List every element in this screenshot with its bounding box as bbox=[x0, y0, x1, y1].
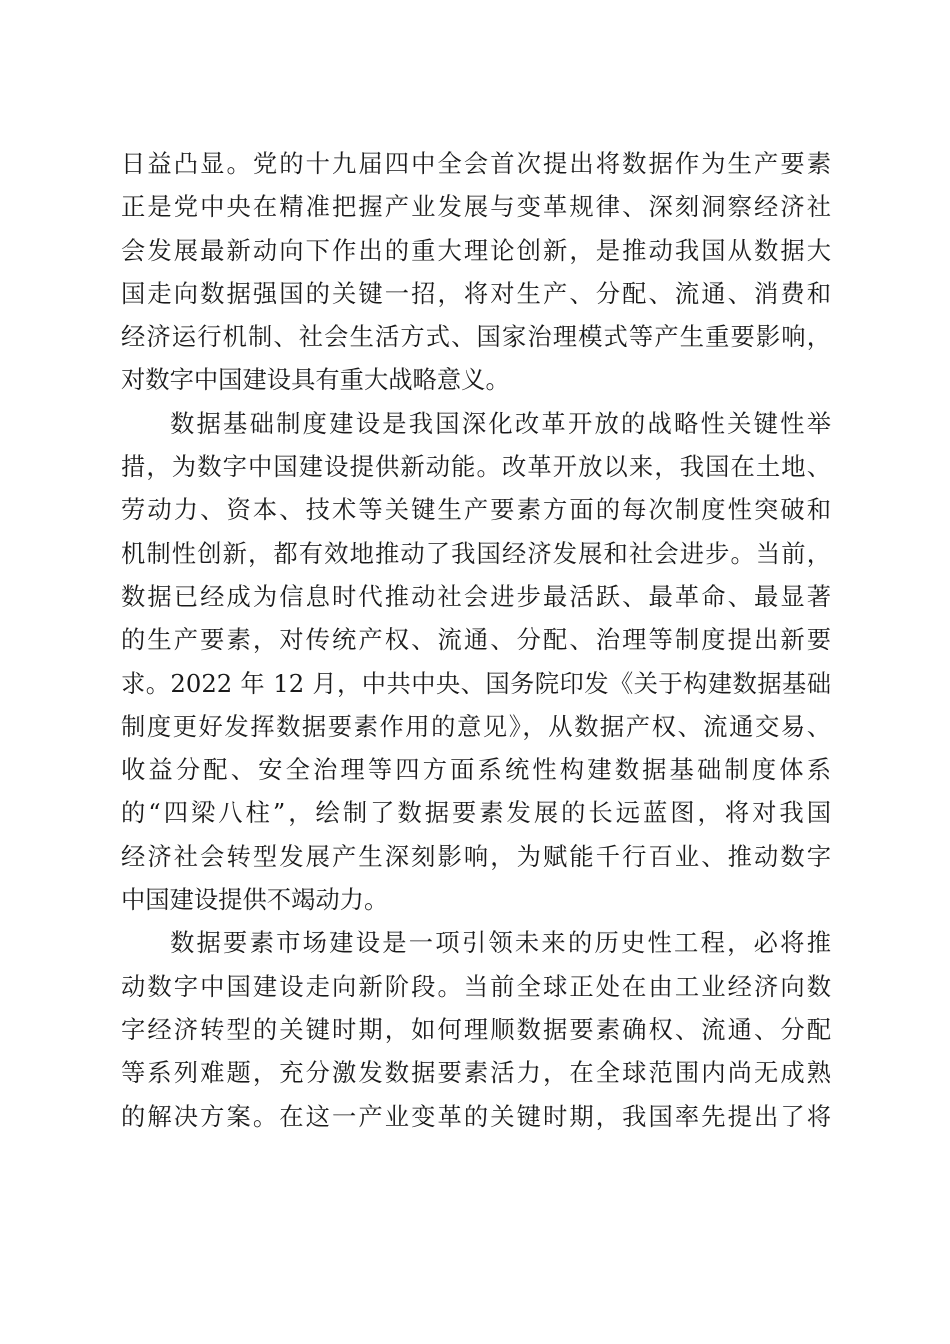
text-line: 正是党中央在精准把握产业发展与变革规律、深刻洞察经济社 bbox=[121, 192, 831, 222]
body-text bbox=[121, 142, 831, 1138]
text-line: 字经济转型的关键时期，如何理顺数据要素确权、流通、分配 bbox=[121, 1014, 831, 1044]
text-line: 数据基础制度建设是我国深化改革开放的战略性关键性举 bbox=[170, 408, 831, 438]
text-line: 的生产要素，对传统产权、流通、分配、治理等制度提出新要 bbox=[121, 625, 831, 655]
text-line: 中国建设提供不竭动力。 bbox=[121, 885, 389, 915]
text-line: 机制性创新，都有效地推动了我国经济发展和社会进步。当前， bbox=[121, 538, 831, 568]
text-line: 措，为数字中国建设提供新动能。改革开放以来，我国在土地、 bbox=[121, 452, 831, 482]
text-line: 收益分配、安全治理等四方面系统性构建数据基础制度体系 bbox=[121, 755, 831, 785]
text-line: 对数字中国建设具有重大战略意义。 bbox=[121, 365, 510, 395]
text-line: 劳动力、资本、技术等关键生产要素方面的每次制度性突破和 bbox=[121, 495, 831, 525]
text-line: 会发展最新动向下作出的重大理论创新，是推动我国从数据大 bbox=[121, 235, 831, 265]
text-line: 数据要素市场建设是一项引领未来的历史性工程，必将推 bbox=[170, 928, 831, 958]
text-line: 制度更好发挥数据要素作用的意见》，从数据产权、流通交易、 bbox=[121, 711, 831, 741]
text-line: 动数字中国建设走向新阶段。当前全球正处在由工业经济向数 bbox=[121, 971, 831, 1001]
text-line: 日益凸显。党的十九届四中全会首次提出将数据作为生产要素 bbox=[121, 149, 831, 178]
text-line: 数据已经成为信息时代推动社会进步最活跃、最革命、最显著 bbox=[121, 581, 831, 611]
text-line: 等系列难题，充分激发数据要素活力，在全球范围内尚无成熟 bbox=[121, 1058, 831, 1088]
text-line: 的解决方案。在这一产业变革的关键时期，我国率先提出了将 bbox=[121, 1101, 831, 1131]
text-line: 国走向数据强国的关键一招，将对生产、分配、流通、消费和 bbox=[121, 278, 831, 308]
text-line: 经济运行机制、社会生活方式、国家治理模式等产生重要影响， bbox=[121, 322, 831, 352]
text-line: 的“四梁八柱”，绘制了数据要素发展的长远蓝图，将对我国 bbox=[121, 798, 831, 828]
text-line: 经济社会转型发展产生深刻影响，为赋能千行百业、推动数字 bbox=[121, 841, 831, 871]
text-line: 求。2022 年 12 月，中共中央、国务院印发《关于构建数据基础 bbox=[121, 668, 831, 698]
